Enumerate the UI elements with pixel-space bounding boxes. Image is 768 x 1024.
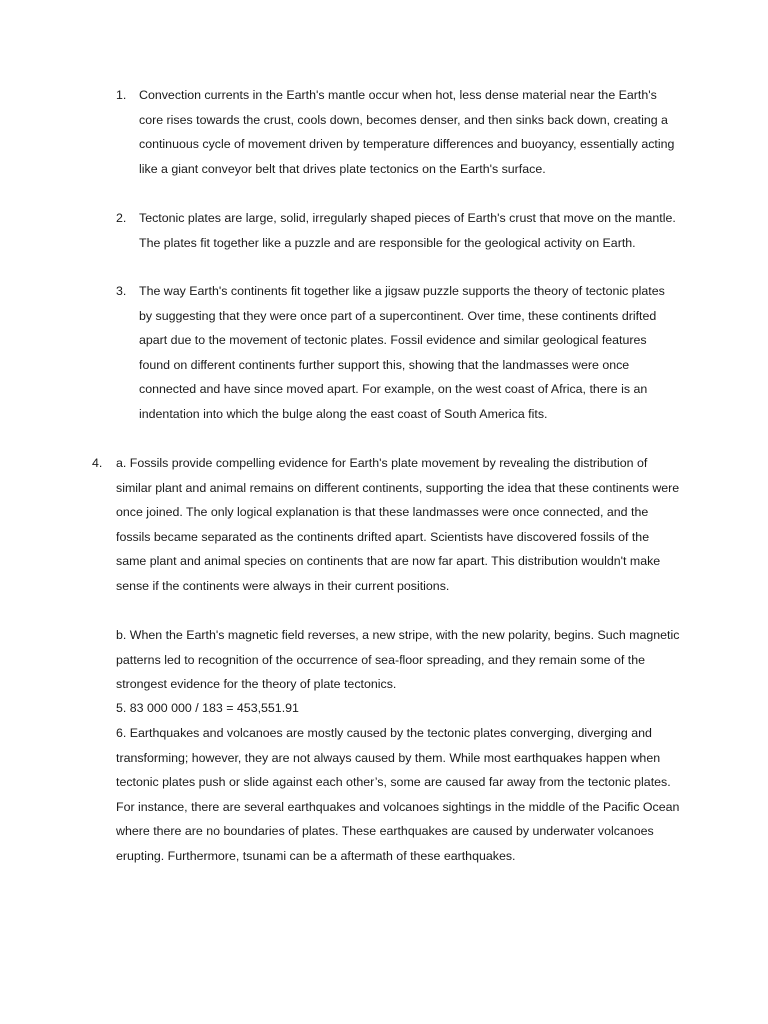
list-item-5 (116, 696, 682, 721)
list-item-6-text: 6. Earthquakes and volcanoes are mostly caused by the tectonic plates converging, diverging and transforming; however, they are not always caused by them. While most earthquakes happen when tectonic plates push or slide against each other’s, some are caused far away from the tectonic plates. For instance, there are several earthquakes and volcanoes sightings in the middle of the Pacific Ocean where there are no boundaries of plates. These earthquakes are caused by underwater volcanoes erupting. Furthermore, tsunami can be a aftermath of these earthquakes. (116, 726, 680, 863)
list-item-4a (116, 451, 682, 598)
list-number-4: 4. (92, 456, 103, 470)
list-item-5-text: 5. 83 000 000 / 183 = 453,551.91 (116, 701, 299, 715)
list-item-3 (139, 279, 679, 426)
list-item-4a-text: a. Fossils provide compelling evidence for Earth's plate movement by revealing the distribution of similar plant and animal remains on different continents, supporting the idea that these continents were once joined. The only logical explanation is that these landmasses were once connected, and the fossils became separated as the continents drifted apart. Scientists have discovered fossils of the same plant and animal species on continents that are now far apart. This distribution wouldn't make sense if the continents were always in their current positions. (116, 456, 680, 593)
list-item-6 (116, 721, 682, 868)
list-item-3-text: The way Earth's continents fit together like a jigsaw puzzle supports the theory of tectonic plates by suggesting that they were once part of a supercontinent. Over time, these continents drifted apart due to the movement of tectonic plates. Fossil evidence and similar geological features found on different continents further support this, showing that the landmasses were once connected and have since moved apart. For example, on the west coast of Africa, there is an indentation into which the bulge along the east coast of South America fits. (139, 284, 665, 421)
list-item-2 (139, 206, 679, 255)
list-item-4b (116, 623, 682, 697)
list-item-4b-text: b. When the Earth's magnetic field reverses, a new stripe, with the new polarity, begins. Such magnetic patterns led to recognition of the occurrence of sea-floor spreading, and they remain some of the strongest evidence for the theory of plate tectonics. (116, 628, 680, 691)
list-item-1 (139, 83, 679, 181)
list-number-2: 2. (116, 211, 127, 225)
list-number-3: 3. (116, 284, 127, 298)
list-number-1: 1. (116, 88, 127, 102)
list-item-2-text: Tectonic plates are large, solid, irregularly shaped pieces of Earth's crust that move on the mantle. The plates fit together like a puzzle and are responsible for the geological activity on Earth. (139, 211, 676, 250)
list-item-1-text: Convection currents in the Earth's mantle occur when hot, less dense material near the Earth's core rises towards the crust, cools down, becomes denser, and then sinks back down, creating a continuous cycle of movement driven by temperature differences and buoyancy, essentially acting like a giant conveyor belt that drives plate tectonics on the Earth's surface. (139, 88, 675, 176)
